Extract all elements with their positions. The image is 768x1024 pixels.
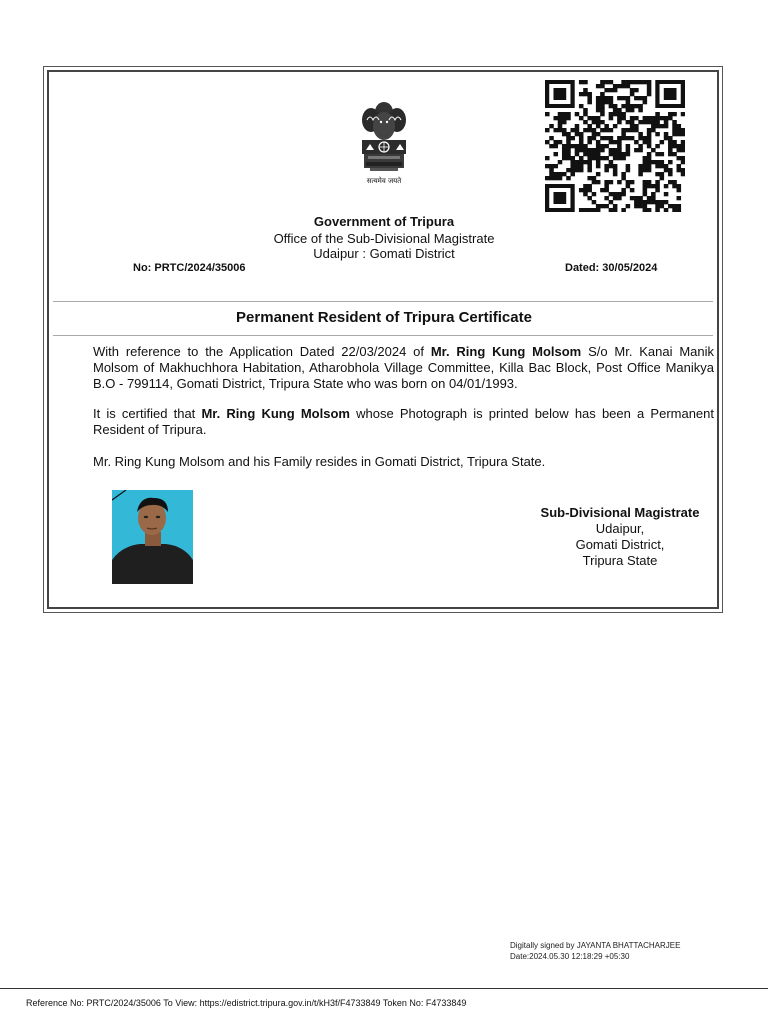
- footer-reference: Reference No: PRTC/2024/35006 To View: https://edistrict.tripura.gov.in/t/kH3f/F4733849 Token No: F4733849: [26, 998, 467, 1008]
- applicant-name: Mr. Ring Kung Molsom: [430, 344, 582, 359]
- certification-details: whose Photograph is printed below has been a Permanent Resident of Tripura.: [93, 406, 715, 437]
- signatory-title: Sub-Divisional Magistrate: [540, 505, 700, 520]
- footer-divider: [0, 988, 768, 989]
- certified-name: Mr. Ring Kung Molsom: [201, 406, 350, 421]
- district-name: Udaipur : Gomati District: [313, 246, 455, 261]
- reference-details: S/o Mr. Kanai Manik Molsom of Makhuchhora Habitation, Atharobhola Village Committee, Killa Bac Block, Post Office Manikya B.O - 799114, Gomati District, Tripura State who was born on 04/01/1993.: [93, 344, 714, 391]
- divider: [53, 301, 713, 302]
- qr-code[interactable]: [545, 80, 685, 212]
- certificate-date: Dated: 30/05/2024: [565, 262, 658, 274]
- digital-signature-date: Date:2024.05.30 12:18:29 +05:30: [510, 952, 630, 961]
- reference-text: With reference to the Application Dated 22/03/2024 of: [93, 344, 431, 359]
- signatory-line: Udaipur,: [595, 521, 645, 536]
- residence-paragraph: Mr. Ring Kung Molsom and his Family resides in Gomati District, Tripura State.: [93, 454, 546, 469]
- office-name: Office of the Sub-Divisional Magistrate: [273, 231, 495, 246]
- emblem-motto: सत्यमेव जयते: [366, 177, 402, 185]
- certification-paragraph: [93, 406, 714, 438]
- divider: [53, 335, 713, 336]
- reference-paragraph: [93, 344, 714, 392]
- certification-text: It is certified that: [93, 406, 202, 421]
- digital-signature: [510, 940, 680, 962]
- signatory-line: Gomati District,: [575, 537, 665, 552]
- signatory-line: Tripura State: [582, 553, 658, 568]
- signatory-block: [520, 505, 720, 569]
- certificate-title: Permanent Resident of Tripura Certificate: [236, 309, 532, 326]
- applicant-photo: [112, 490, 193, 584]
- certificate-number: No: PRTC/2024/35006: [133, 262, 246, 274]
- government-title: Government of Tripura: [313, 214, 455, 229]
- digital-signature-name: Digitally signed by JAYANTA BHATTACHARJEE: [510, 941, 681, 950]
- national-emblem-icon: [352, 98, 416, 190]
